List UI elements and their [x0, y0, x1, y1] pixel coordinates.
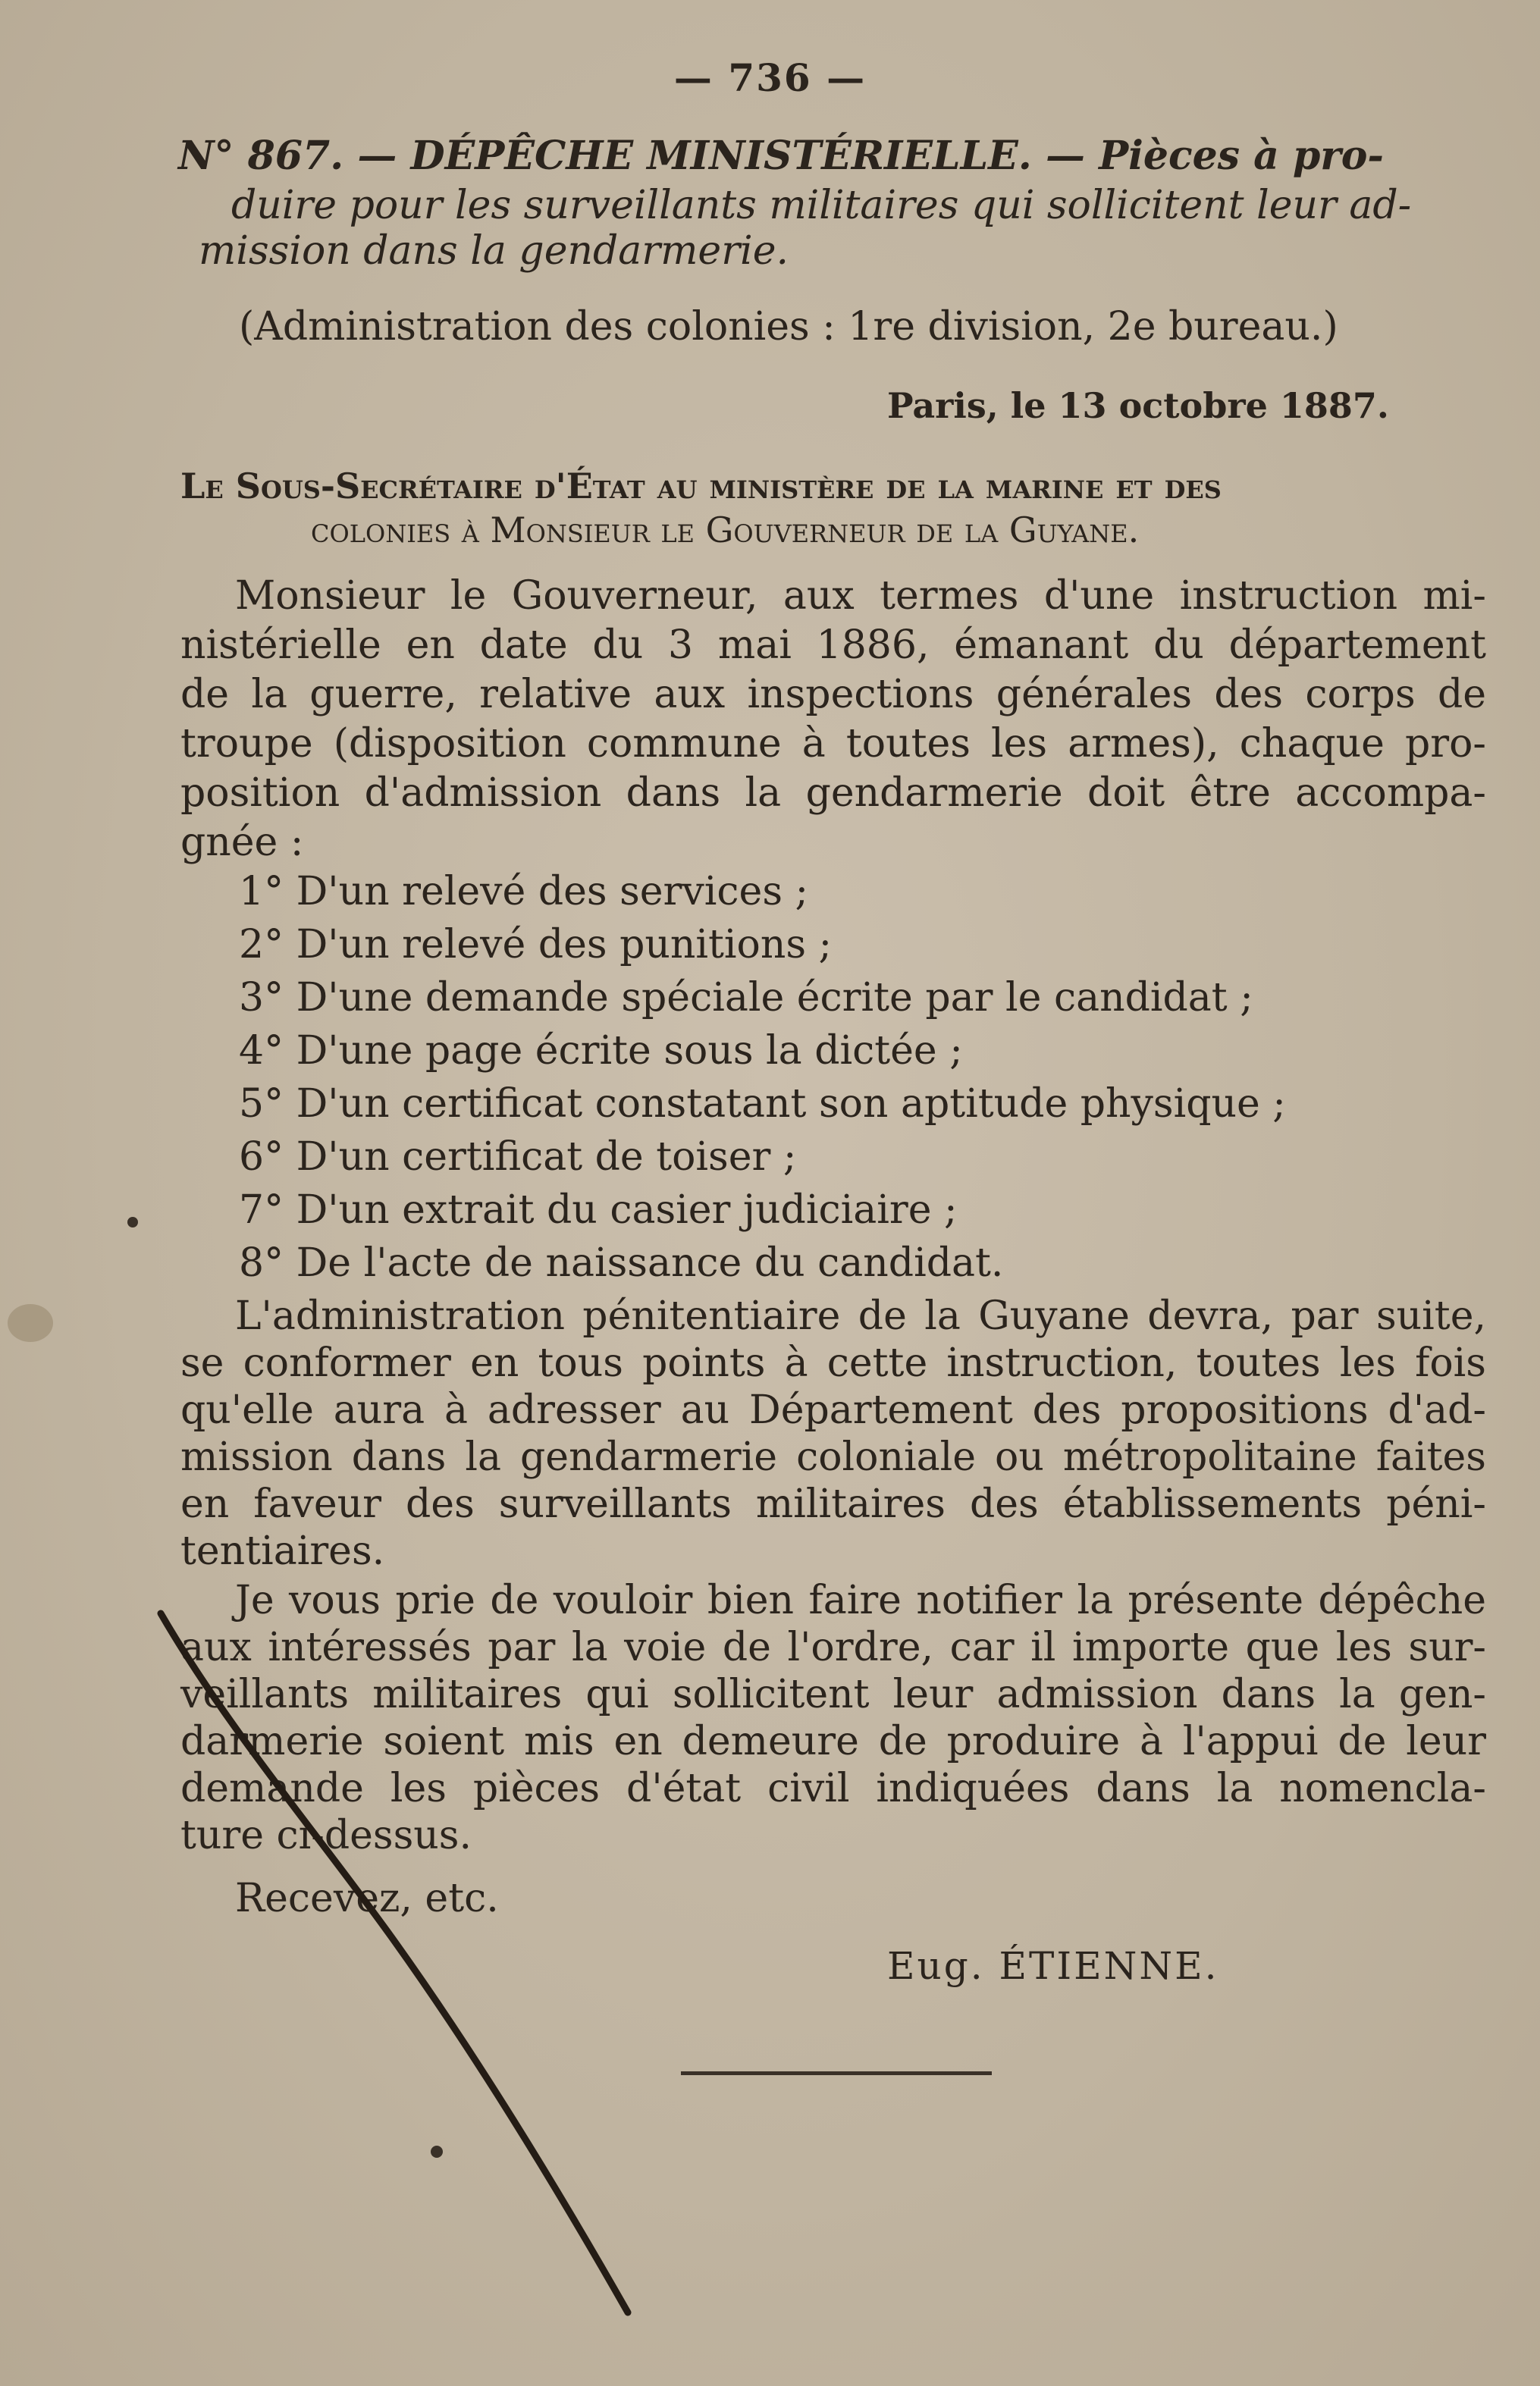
- list-item: 4° D'une page écrite sous la dictée ;: [239, 1028, 963, 1074]
- body-line: nistérielle en date du 3 mai 1886, émanant du département: [180, 622, 1486, 668]
- heading-line-1: N° 867. — DÉPÊCHE MINISTÉRIELLE. — Pièces à pro-: [178, 133, 1384, 179]
- body-line: position d'admission dans la gendarmerie doit être accompa-: [180, 770, 1486, 816]
- page-number: — 736 —: [673, 55, 867, 100]
- list-item: 1° D'un relevé des services ;: [239, 869, 809, 914]
- body-line: se conformer en tous points à cette instruction, toutes les fois: [180, 1340, 1486, 1386]
- heading-line-2: duire pour les surveillants militaires qui sollicitent leur ad-: [231, 183, 1412, 228]
- body-line: veillants militaires qui sollicitent leur admission dans la gen-: [180, 1672, 1486, 1717]
- body-line: aux intéressés par la voie de l'ordre, car il importe que les sur-: [180, 1625, 1486, 1670]
- list-item: 5° D'un certificat constatant son aptitude physique ;: [239, 1081, 1286, 1127]
- addressee-line-1: Le Sous-Secrétaire d'État au ministère de la marine et des: [180, 466, 1222, 506]
- addressee-line-2: colonies à Monsieur le Gouverneur de la Guyane.: [311, 509, 1140, 550]
- closing: Recevez, etc.: [235, 1876, 499, 1921]
- list-item: 7° D'un extrait du casier judiciaire ;: [239, 1187, 958, 1233]
- body-line: darmerie soient mis en demeure de produire à l'appui de leur: [180, 1719, 1486, 1764]
- ink-speck: [127, 1217, 138, 1227]
- stain: [8, 1304, 53, 1342]
- list-item: 8° De l'acte de naissance du candidat.: [239, 1240, 1004, 1286]
- body-line: gnée :: [180, 820, 304, 865]
- body-line: L'administration pénitentiaire de la Guyane devra, par suite,: [235, 1293, 1486, 1339]
- body-line: troupe (disposition commune à toutes les armes), chaque pro-: [180, 721, 1486, 767]
- list-item: 3° D'une demande spéciale écrite par le candidat ;: [239, 975, 1253, 1021]
- body-line: qu'elle aura à adresser au Département des propositions d'ad-: [180, 1387, 1486, 1433]
- body-line: ture ci-dessus.: [180, 1813, 472, 1858]
- signature: Eug. ÉTIENNE.: [887, 1944, 1219, 1988]
- list-item: 2° D'un relevé des punitions ;: [239, 922, 833, 967]
- place-date: Paris, le 13 octobre 1887.: [887, 385, 1389, 426]
- heading-line-3: mission dans la gendarmerie.: [199, 228, 789, 274]
- body-line: Je vous prie de vouloir bien faire notifier la présente dépêche: [235, 1578, 1486, 1623]
- list-item: 6° D'un certificat de toiser ;: [239, 1134, 797, 1180]
- admin-note: (Administration des colonies : 1re division, 2e bureau.): [239, 304, 1338, 350]
- body-line: Monsieur le Gouverneur, aux termes d'une instruction mi-: [235, 573, 1486, 619]
- body-line: demande les pièces d'état civil indiquées dans la nomencla-: [180, 1766, 1486, 1811]
- ink-speck: [431, 2146, 443, 2158]
- body-line: de la guerre, relative aux inspections générales des corps de: [180, 672, 1486, 717]
- body-line: en faveur des surveillants militaires des établissements péni-: [180, 1481, 1486, 1527]
- body-line: tentiaires.: [180, 1528, 385, 1574]
- body-line: mission dans la gendarmerie coloniale ou métropolitaine faites: [180, 1434, 1486, 1480]
